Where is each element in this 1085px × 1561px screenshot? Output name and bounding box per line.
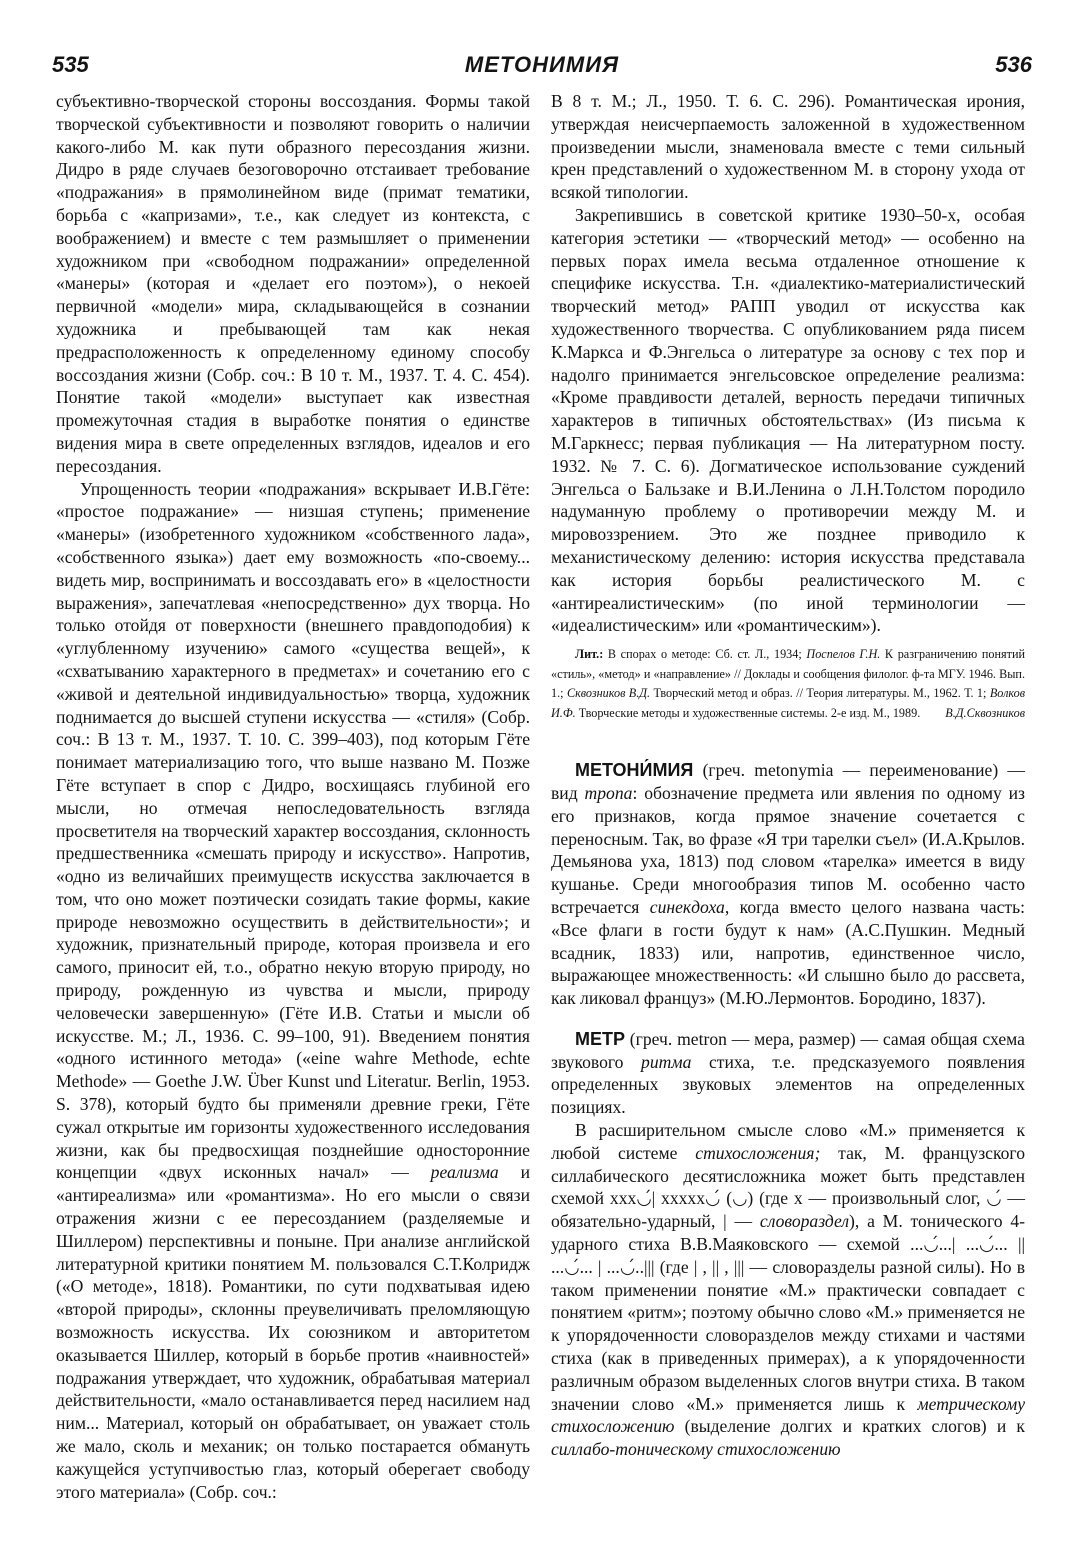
bibliography: Лит.: В спорах о методе: Сб. ст. Л., 1934; Поспелов Г.Н. К разграничению понятий «стиль», «метод» и «направление» // Доклады и сообщения филолог. ф-та МГУ. 1946. Вып. 1.; Сквозников В.Д. Творческий метод и образ. // Теория литературы. М., 1962. Т. 1; Волков И.Ф. Творческие методы и художественные системы. 2-е изд. М., 1989. В.Д.Сквозников: [551, 645, 1025, 723]
stressed-syllable-symbol: ◡́: [564, 1256, 580, 1277]
unstressed-syllable-symbol: ◡: [732, 1188, 748, 1209]
stressed-syllable-symbol: ◡́: [923, 1234, 939, 1255]
running-title: МЕТОНИМИЯ: [464, 52, 620, 77]
page-number-right: 536: [995, 52, 1032, 77]
metr-paragraph-2: В расширительном смысле слово «М.» применяется к любой системе стихосложения; так, М. французского силлабического десятисложника может быть представлен схемой xxx◡́| xxxxx◡́ (◡) (где x — произвольный слог, ◡́ — обязательно-ударный, | — словораздел), а М. тонического 4-ударного стиха В.В.Маяковского — схемой ...◡́...| ...◡́... || ...◡́... | ...◡́..||| (где | , || , ||| — словоразделы разной силы). Но в таком применении понятие «М.» практически совпадает с понятием «ритм»; поэтому обычно слово «М.» применяется не к упорядоченности словоразделов между стихами и частями стиха (как в приведенных примерах), а к упорядоченности различным образом выделенных слогов внутри стиха. В таком значении слово «М.» применяется лишь к метрическому стихосложению (выделение долгих и кратких слогов) и к силлабо-тоническому стихосложению: [551, 1120, 1026, 1460]
stressed-syllable-symbol: ◡́: [636, 1188, 652, 1209]
left-paragraph-2: Упрощенность теории «подражания» вскрывает И.В.Гёте: «простое подражание» — низшая ступень; применение «манеры» (изобретенного художником «собственного лада», «собственного языка») дает ему возможность «по-своему... видеть мир, воспринимать и воссоздавать его» в «целостности выражения», запечатлевая «непосредственно» дух творца. Но только отойдя от поверхности (внешнего правдоподобия) к «углубленному изучению» самого «существа вещей», к «схватыванию характерного в предметах» и сочетанию его с «живой и деятельной индивидуальностью» творца, художник поднимается до высшей ступени искусства — «стиля» (Собр. соч.: В 13 т. М., 1937. Т. 10. С. 399–403), под которым Гёте понимает материализацию того, что выше названо М. Позже Гёте вступает в спор с Дидро, восхищаясь глубиной его мысли, но отмечая непоследовательность взгляда просветителя на творческий характер воссоздания, склонность предшественника «смешать природу и искусство». Напротив, «одно из величайших преимуществ искусства заключается в том, что оно может поэтически созидать такие формы, какие природе невозможно осуществить в действительности»; и художник, признательный природе, которая произвела и его самого, приносит ей, т.о., обратно некую вторую природу, но природу, рожденную из чувства и мысли, природу человечески завершенную» (Гёте И.В. Статьи и мысли об искусстве. М.; Л., 1936. С. 99–100, 91). Введением понятия «одного истинного метода» («eine wahre Methode, echte Methode» — Goethe J.W. Über Kunst und Literatur. Berlin, 1953. S. 378), который будто бы применяли древние греки, Гёте сужал открытые им горизонты художественного исследования жизни, как бы предвосхищая позднейшие односторонние концепции «двух исконных начал» — реализма и «антиреализма» или «романтизма». Но его мысли о связи отражения жизни с ее пересозданием (разделяемые и Шиллером) перспективны и поныне. При анализе английской литературной критики понятием М. пользовался С.Т.Колридж («О методе», 1818). Романтики, по сути подхватывая идею «второй природы», склонны преувеличивать преломляющую возможность искусства. Их союзником и авторитетом оказывается Шиллер, который в борьбе против «наивностей» подражания утверждает, что художник, обрабатывая материал действительности, «мало останавливается перед насилием над ним... Материал, который он обрабатывает, он уважает столь же мало, сколь и механик; он только постарается обмануть кажущейся уступчивостью глаз, который оберегает свободу этого материала» (Собр. соч.:: [56, 478, 530, 1502]
bibliography-label: Лит.:: [575, 647, 604, 662]
left-column: [56, 90, 530, 1503]
right-column: [551, 90, 1025, 1461]
headword-metr: МЕТР: [575, 1028, 626, 1049]
entry-metonymy: МЕТОНИ́МИЯ (греч. metonymia — переименование) — вид тропа: обозначение предмета или явления по одному из его признаков, когда прямое значение сочетается с переносным. Так, во фразе «Я три тарелки съел» (И.А.Крылов. Демьянова уха, 1813) под словом «тарелка» имеется в виду кушанье. Среди многообразия типов М. особенно часто встречается синекдоха, когда вместо целого названа часть: «Все флаги в гости будут к нам» (А.С.Пушкин. Медный всадник, 1833) или, напротив, единственное число, выражающее множественность: «И слышно было до рассвета, как ликовал француз» (М.Ю.Лермонтов. Бородино, 1837).: [551, 760, 1025, 1009]
left-paragraph-1: субъективно-творческой стороны воссоздания. Формы такой творческой субъективности и позволяют говорить о наличии какого-либо М. как пути образного пересоздания жизни. Дидро в ряде случаев безоговорочно отстаивает требование «подражания» в прямолинейном виде (примат тематики, борьба с «капризами», т.е., как следует из контекста, с воображением) и вместе с тем размышляет о применении художником при «свободном подражании» определенной «манеры» (которая и «делает его поэтом»), о некоей первичной «модели» мира, складывающейся в сознании художника и пребывающей там как некая предрасположенность к определенному единому способу воссоздания жизни (Собр. соч.: В 10 т. М., 1937. Т. 4. С. 454). Понятие такой «модели» выступает как известная промежуточная стадия в выработке понятия о единстве видения мира в свете определенных взглядов, идеалов и его пересоздания.: [56, 91, 530, 476]
right-paragraph-2: Закрепившись в советской критике 1930–50-х, особая категория эстетики — «творческий метод» — особенно на первых порах имела весьма отдаленное отношение к специфике искусства. Т.н. «диалектико-материалистический творческий метод» РАПП уводил от искусства как художественного творчества. С опубликованием ряда писем К.Маркса и Ф.Энгельса о литературе за основу с тех пор и надолго принимается энгельсовское определение реализма: «Кроме правдивости деталей, верность передачи типичных характеров в типичных обстоятельствах» (Из письма к М.Гаркнесс; первая публикация — На литературном посту. 1932. № 7. С. 6). Догматическое использование суждений Энгельса о Бальзаке и В.И.Ленина о Л.Н.Толстом породило надуманную проблему о противоречии между М. и мировоззрением. Это же позднее приводило к механистическому делению: история искусства представала как история борьбы реалистического М. с «антиреалистическим» (по иной терминологии — «идеалистическим» или «романтическим»).: [551, 204, 1025, 636]
stressed-syllable-symbol: ◡́: [705, 1188, 721, 1209]
stressed-syllable-symbol: ◡́: [986, 1188, 1002, 1209]
page-number-left: 535: [52, 52, 89, 77]
stressed-syllable-symbol: ◡́: [619, 1256, 636, 1277]
page-header: [52, 52, 1032, 86]
right-paragraph-1: В 8 т. М.; Л., 1950. Т. 6. С. 296). Романтическая ирония, утверждая неисчерпаемость заложенной в художественном произведении мысли, знаменовала вместе с теми сильный крен представлений о художественном М. в сторону ухода от всякой типологии.: [551, 91, 1025, 203]
headword-metonymy: МЕТОНИ́МИЯ: [575, 760, 694, 781]
entry-metr: МЕТР (греч. metron — мера, размер) — самая общая схема звукового ритма стиха, т.е. предсказуемого появления определенных звуковых элементов на определенных позициях.: [551, 1028, 1025, 1118]
stressed-syllable-symbol: ◡́: [979, 1234, 995, 1255]
term-realism: реализма: [430, 1162, 499, 1183]
author-signature: В.Д.Сквозников: [945, 705, 1025, 720]
